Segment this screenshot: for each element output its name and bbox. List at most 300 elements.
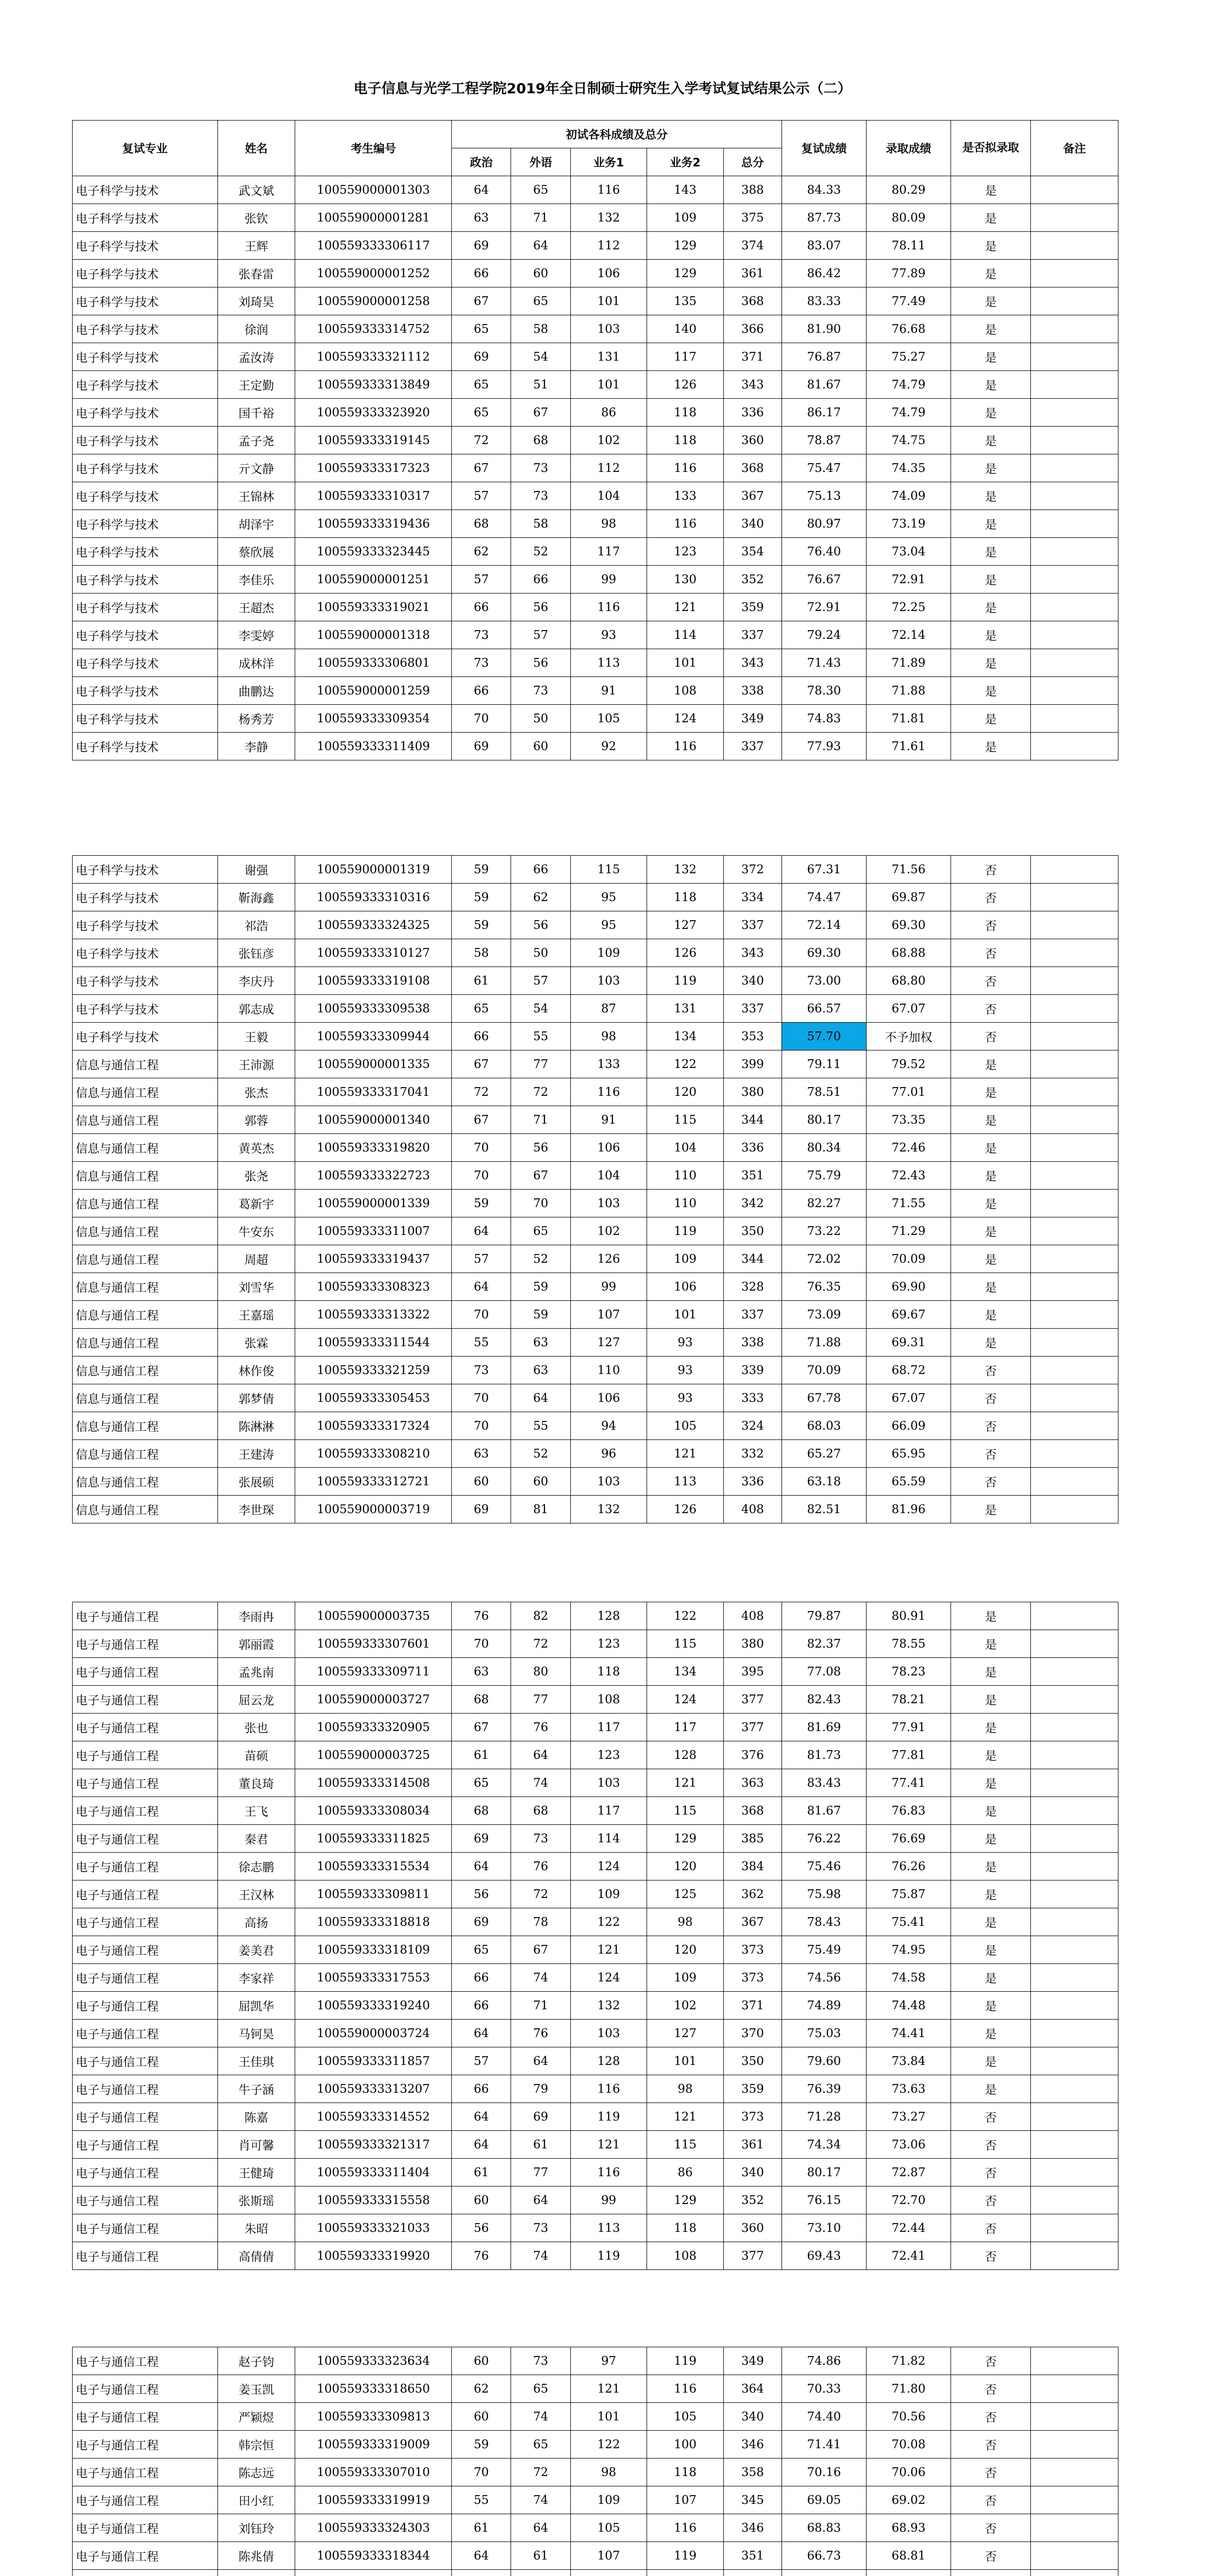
cell-note (1031, 621, 1118, 649)
cell-major: 电子与通信工程 (73, 1853, 218, 1880)
cell-course2: 117 (647, 343, 724, 371)
cell-total: 336 (723, 1134, 782, 1162)
cell-course2: 120 (647, 1936, 724, 1964)
cell-admit: 73.84 (867, 2047, 951, 2075)
cell-retest: 73.22 (782, 1217, 866, 1245)
cell-retest: 72.02 (782, 1245, 866, 1273)
cell-note (1031, 1468, 1118, 1496)
cell-admit: 74.75 (867, 427, 951, 454)
cell-admit: 67.07 (867, 1384, 951, 1412)
cell-name: 严颖煜 (217, 2403, 295, 2431)
cell-retest: 76.67 (782, 566, 866, 594)
cell-admit: 68.72 (867, 1357, 951, 1384)
cell-total: 359 (723, 594, 782, 621)
cell-retest: 71.43 (782, 649, 866, 677)
table-row (73, 884, 1118, 911)
cell-english: 68 (511, 1797, 570, 1825)
cell-name: 徐志鹏 (217, 1853, 295, 1880)
cell-course2 (647, 2570, 724, 2576)
cell-major: 信息与通信工程 (73, 1106, 218, 1134)
cell-id: 100559333311007 (295, 1217, 452, 1245)
cell-note (1031, 1329, 1118, 1357)
cell-total: 332 (723, 1440, 782, 1468)
cell-note (1031, 2570, 1118, 2576)
cell-course2: 134 (647, 1658, 724, 1686)
cell-name: 王建涛 (217, 1440, 295, 1468)
table-row (73, 1384, 1118, 1412)
cell-id: 100559000001340 (295, 1106, 452, 1134)
cell-admit: 71.81 (867, 705, 951, 733)
cell-major: 电子与通信工程 (73, 1741, 218, 1769)
cell-english: 63 (511, 1329, 570, 1357)
cell-note (1031, 371, 1118, 399)
cell-course1: 116 (570, 1078, 647, 1106)
cell-total: 336 (723, 399, 782, 427)
cell-retest: 79.11 (782, 1050, 866, 1078)
cell-id: 100559333315534 (295, 1853, 452, 1880)
cell-english: 72 (511, 1880, 570, 1908)
cell-course1: 104 (570, 1162, 647, 1190)
cell-retest: 74.40 (782, 2403, 866, 2431)
table-row (73, 1769, 1118, 1797)
table-body-1 (73, 176, 1118, 760)
cell-course1: 87 (570, 995, 647, 1023)
cell-course2: 121 (647, 1769, 724, 1797)
results-table-2 (72, 855, 1118, 1523)
cell-english: 65 (511, 1217, 570, 1245)
cell-course1: 133 (570, 1050, 647, 1078)
cell-major: 电子科学与技术 (73, 911, 218, 939)
cell-major: 电子科学与技术 (73, 315, 218, 343)
cell-note (1031, 1825, 1118, 1853)
cell-english: 59 (511, 1273, 570, 1301)
cell-major: 信息与通信工程 (73, 1301, 218, 1329)
cell-course1: 106 (570, 260, 647, 287)
cell-admit: 69.30 (867, 911, 951, 939)
cell-note (1031, 2403, 1118, 2431)
cell-politics (452, 2570, 511, 2576)
cell-name: 李雯婷 (217, 621, 295, 649)
cell-english: 76 (511, 1853, 570, 1880)
cell-total: 336 (723, 1468, 782, 1496)
table-row (73, 566, 1118, 594)
cell-major: 信息与通信工程 (73, 1440, 218, 1468)
cell-retest: 79.60 (782, 2047, 866, 2075)
cell-retest: 75.46 (782, 1853, 866, 1880)
cell-admit: 76.68 (867, 315, 951, 343)
cell-total: 353 (723, 1023, 782, 1050)
cell-course1: 101 (570, 371, 647, 399)
table-row (73, 2075, 1118, 2103)
cell-admit: 74.58 (867, 1964, 951, 1992)
cell-course1: 124 (570, 1853, 647, 1880)
cell-decision: 是 (951, 1329, 1031, 1357)
table-row (73, 232, 1118, 260)
cell-decision: 否 (951, 2131, 1031, 2159)
cell-major (73, 2570, 218, 2576)
results-table-3 (72, 1602, 1118, 2270)
cell-total: 349 (723, 705, 782, 733)
cell-admit: 69.87 (867, 884, 951, 911)
cell-english: 50 (511, 705, 570, 733)
cell-decision: 是 (951, 1992, 1031, 2020)
cell-decision: 否 (951, 2514, 1031, 2542)
cell-retest: 67.78 (782, 1384, 866, 1412)
cell-admit: 70.09 (867, 1245, 951, 1273)
cell-english: 56 (511, 911, 570, 939)
cell-english: 57 (511, 621, 570, 649)
cell-total: 337 (723, 995, 782, 1023)
table-row (73, 1357, 1118, 1384)
cell-decision: 否 (951, 2214, 1031, 2242)
cell-id: 100559333319919 (295, 2486, 452, 2514)
cell-retest: 81.67 (782, 1797, 866, 1825)
cell-politics: 59 (452, 884, 511, 911)
cell-name: 秦君 (217, 1825, 295, 1853)
cell-note (1031, 538, 1118, 566)
cell-name: 武文斌 (217, 176, 295, 204)
header-politics: 政治 (452, 148, 511, 176)
cell-course1: 99 (570, 2187, 647, 2214)
cell-course1: 101 (570, 2403, 647, 2431)
cell-decision: 否 (951, 2242, 1031, 2270)
cell-total: 344 (723, 1106, 782, 1134)
cell-retest: 74.89 (782, 1992, 866, 2020)
table-row (73, 371, 1118, 399)
cell-admit: 71.80 (867, 2375, 951, 2403)
table-row (73, 2047, 1118, 2075)
cell-politics: 61 (452, 1741, 511, 1769)
cell-note (1031, 2542, 1118, 2570)
cell-admit: 66.09 (867, 1412, 951, 1440)
header-score-group: 初试各科成绩及总分 (452, 121, 782, 148)
table-row (73, 315, 1118, 343)
table-row (73, 1825, 1118, 1853)
cell-retest: 82.43 (782, 1686, 866, 1714)
cell-course1: 123 (570, 1630, 647, 1658)
cell-course2: 121 (647, 2103, 724, 2131)
cell-politics: 70 (452, 1301, 511, 1329)
table-row (73, 939, 1118, 967)
cell-decision: 是 (951, 1134, 1031, 1162)
cell-id: 100559333324303 (295, 2514, 452, 2542)
cell-english: 66 (511, 566, 570, 594)
cell-course1: 106 (570, 1384, 647, 1412)
cell-course1: 86 (570, 399, 647, 427)
header-decision: 是否拟录取 (951, 121, 1031, 176)
cell-course1: 102 (570, 427, 647, 454)
cell-major: 电子与通信工程 (73, 2103, 218, 2131)
cell-note (1031, 1412, 1118, 1440)
cell-retest: 74.47 (782, 884, 866, 911)
cell-english: 81 (511, 1496, 570, 1523)
cell-id: 100559333305453 (295, 1384, 452, 1412)
cell-note (1031, 1853, 1118, 1880)
cell-total: 354 (723, 538, 782, 566)
cell-total: 350 (723, 2047, 782, 2075)
cell-english: 74 (511, 2403, 570, 2431)
cell-name: 屈凯华 (217, 1992, 295, 2020)
cell-name: 王超杰 (217, 594, 295, 621)
cell-note (1031, 677, 1118, 705)
cell-english: 68 (511, 427, 570, 454)
cell-english: 71 (511, 1106, 570, 1134)
cell-name: 郭志成 (217, 995, 295, 1023)
cell-course2: 135 (647, 287, 724, 315)
cell-id: 100559333318344 (295, 2542, 452, 2570)
cell-id: 100559333309813 (295, 2403, 452, 2431)
cell-admit: 73.35 (867, 1106, 951, 1134)
cell-decision: 是 (951, 454, 1031, 482)
cell-retest: 67.31 (782, 856, 866, 884)
table-row (73, 1301, 1118, 1329)
cell-major: 电子科学与技术 (73, 371, 218, 399)
cell-total: 340 (723, 2403, 782, 2431)
cell-name: 孟汝涛 (217, 343, 295, 371)
cell-id: 100559333306801 (295, 649, 452, 677)
cell-english: 73 (511, 482, 570, 510)
cell-decision: 是 (951, 1658, 1031, 1686)
cell-total: 360 (723, 427, 782, 454)
results-table-1 (72, 120, 1118, 760)
cell-politics: 60 (452, 2403, 511, 2431)
cell-course2: 118 (647, 399, 724, 427)
cell-major: 电子与通信工程 (73, 2214, 218, 2242)
cell-total: 337 (723, 911, 782, 939)
cell-course1: 117 (570, 538, 647, 566)
cell-politics: 63 (452, 1658, 511, 1686)
cell-retest: 71.28 (782, 2103, 866, 2131)
cell-english: 65 (511, 2375, 570, 2403)
cell-id (295, 2570, 452, 2576)
cell-id: 100559333311404 (295, 2159, 452, 2187)
cell-admit: 73.27 (867, 2103, 951, 2131)
cell-politics: 69 (452, 1908, 511, 1936)
cell-decision: 否 (951, 856, 1031, 884)
cell-english: 69 (511, 2103, 570, 2131)
cell-admit: 75.41 (867, 1908, 951, 1936)
cell-course2: 130 (647, 566, 724, 594)
table-row (73, 2187, 1118, 2214)
cell-politics: 55 (452, 1329, 511, 1357)
cell-total: 371 (723, 343, 782, 371)
cell-total: 343 (723, 649, 782, 677)
header-total: 总分 (723, 148, 782, 176)
cell-course2: 120 (647, 1078, 724, 1106)
cell-note (1031, 2431, 1118, 2459)
cell-politics: 66 (452, 1023, 511, 1050)
cell-major: 电子科学与技术 (73, 454, 218, 482)
table-row (73, 2131, 1118, 2159)
cell-decision: 是 (951, 232, 1031, 260)
cell-id: 100559333313207 (295, 2075, 452, 2103)
cell-note (1031, 967, 1118, 995)
cell-retest: 80.34 (782, 1134, 866, 1162)
cell-total: 362 (723, 1880, 782, 1908)
cell-id: 100559333321317 (295, 2131, 452, 2159)
cell-course1: 117 (570, 1797, 647, 1825)
table-row (73, 967, 1118, 995)
cell-admit: 77.01 (867, 1078, 951, 1106)
cell-total: 337 (723, 621, 782, 649)
cell-politics: 70 (452, 1412, 511, 1440)
cell-major: 信息与通信工程 (73, 1273, 218, 1301)
cell-english: 71 (511, 1992, 570, 2020)
table-row (73, 1245, 1118, 1273)
cell-course1: 108 (570, 1686, 647, 1714)
cell-course2: 129 (647, 260, 724, 287)
cell-course2: 107 (647, 2486, 724, 2514)
table-row (73, 2103, 1118, 2131)
cell-admit: 70.06 (867, 2459, 951, 2486)
cell-admit: 79.52 (867, 1050, 951, 1078)
cell-decision: 否 (951, 1468, 1031, 1496)
cell-total: 361 (723, 260, 782, 287)
cell-id: 100559333314752 (295, 315, 452, 343)
cell-english: 58 (511, 315, 570, 343)
cell-name: 李庆丹 (217, 967, 295, 995)
cell-course2: 143 (647, 176, 724, 204)
cell-decision: 是 (951, 287, 1031, 315)
cell-course1: 119 (570, 2242, 647, 2270)
cell-id: 100559333311825 (295, 1825, 452, 1853)
cell-course2: 115 (647, 1106, 724, 1134)
cell-retest: 68.83 (782, 2514, 866, 2542)
cell-retest: 81.73 (782, 1741, 866, 1769)
cell-course2: 86 (647, 2159, 724, 2187)
cell-note (1031, 594, 1118, 621)
cell-decision: 是 (951, 1769, 1031, 1797)
cell-retest: 73.09 (782, 1301, 866, 1329)
cell-id: 100559333315558 (295, 2187, 452, 2214)
cell-major: 电子与通信工程 (73, 2242, 218, 2270)
cell-name: 高扬 (217, 1908, 295, 1936)
cell-major: 电子科学与技术 (73, 939, 218, 967)
cell-decision: 是 (951, 1217, 1031, 1245)
header-id: 考生编号 (295, 121, 452, 176)
cell-name: 郭丽霞 (217, 1630, 295, 1658)
table-row (73, 1050, 1118, 1078)
cell-total: 373 (723, 1936, 782, 1964)
cell-admit: 76.83 (867, 1797, 951, 1825)
cell-admit: 78.11 (867, 232, 951, 260)
cell-major: 电子与通信工程 (73, 2047, 218, 2075)
cell-major: 电子科学与技术 (73, 967, 218, 995)
cell-decision: 否 (951, 1384, 1031, 1412)
cell-id: 100559333311409 (295, 733, 452, 760)
cell-politics: 64 (452, 1217, 511, 1245)
cell-total: 374 (723, 232, 782, 260)
cell-retest: 81.69 (782, 1714, 866, 1741)
cell-note (1031, 649, 1118, 677)
cell-major: 电子科学与技术 (73, 343, 218, 371)
cell-id: 100559000001319 (295, 856, 452, 884)
cell-english: 78 (511, 1908, 570, 1936)
cell-major: 电子与通信工程 (73, 1992, 218, 2020)
cell-id: 100559000003719 (295, 1496, 452, 1523)
cell-retest: 73.00 (782, 967, 866, 995)
cell-id: 100559333319920 (295, 2242, 452, 2270)
cell-admit: 70.08 (867, 2431, 951, 2459)
cell-decision: 是 (951, 1880, 1031, 1908)
cell-retest: 87.73 (782, 204, 866, 232)
cell-decision: 否 (951, 1412, 1031, 1440)
cell-admit: 71.56 (867, 856, 951, 884)
cell-total: 367 (723, 482, 782, 510)
cell-admit: 80.09 (867, 204, 951, 232)
cell-admit: 76.26 (867, 1853, 951, 1880)
cell-major: 电子与通信工程 (73, 2159, 218, 2187)
cell-course2: 131 (647, 995, 724, 1023)
table-row (73, 1880, 1118, 1908)
cell-politics: 64 (452, 2020, 511, 2047)
cell-politics: 67 (452, 454, 511, 482)
cell-course2: 118 (647, 2214, 724, 2242)
cell-note (1031, 2242, 1118, 2270)
cell-major: 电子与通信工程 (73, 1880, 218, 1908)
cell-retest: 73.10 (782, 2214, 866, 2242)
cell-total: 366 (723, 315, 782, 343)
cell-retest: 70.09 (782, 1357, 866, 1384)
cell-note (1031, 427, 1118, 454)
cell-english: 56 (511, 649, 570, 677)
cell-name: 李雨冉 (217, 1602, 295, 1630)
cell-admit: 78.55 (867, 1630, 951, 1658)
cell-politics: 65 (452, 399, 511, 427)
cell-english: 58 (511, 510, 570, 538)
cell-note (1031, 566, 1118, 594)
cell-note (1031, 2214, 1118, 2242)
cell-major: 电子与通信工程 (73, 1658, 218, 1686)
cell-total: 370 (723, 2020, 782, 2047)
cell-note (1031, 1936, 1118, 1964)
cell-decision: 是 (951, 1273, 1031, 1301)
cell-retest: 81.90 (782, 315, 866, 343)
cell-course2: 116 (647, 2375, 724, 2403)
cell-name: 周超 (217, 1245, 295, 1273)
cell-major: 电子科学与技术 (73, 176, 218, 204)
cell-decision: 否 (951, 1023, 1031, 1050)
cell-politics: 69 (452, 733, 511, 760)
cell-english: 73 (511, 2347, 570, 2375)
cell-politics: 56 (452, 2214, 511, 2242)
table-row (73, 621, 1118, 649)
cell-politics: 69 (452, 232, 511, 260)
table-row (73, 2431, 1118, 2459)
cell-retest: 63.18 (782, 1468, 866, 1496)
cell-name: 王毅 (217, 1023, 295, 1050)
cell-name: 张尧 (217, 1162, 295, 1190)
cell-politics: 73 (452, 1357, 511, 1384)
table-row (73, 2514, 1118, 2542)
cell-major: 电子与通信工程 (73, 1602, 218, 1630)
cell-major: 电子与通信工程 (73, 1686, 218, 1714)
cell-course2: 124 (647, 705, 724, 733)
cell-name: 蔡欣展 (217, 538, 295, 566)
table-row (73, 2242, 1118, 2270)
cell-retest: 82.37 (782, 1630, 866, 1658)
cell-total: 337 (723, 733, 782, 760)
cell-note (1031, 1134, 1118, 1162)
cell-id: 100559333307010 (295, 2459, 452, 2486)
cell-major: 信息与通信工程 (73, 1217, 218, 1245)
cell-retest: 82.27 (782, 1190, 866, 1217)
cell-note (1031, 1686, 1118, 1714)
cell-english: 72 (511, 1078, 570, 1106)
cell-decision: 是 (951, 1797, 1031, 1825)
cell-total: 352 (723, 566, 782, 594)
cell-name: 曲鹏达 (217, 677, 295, 705)
